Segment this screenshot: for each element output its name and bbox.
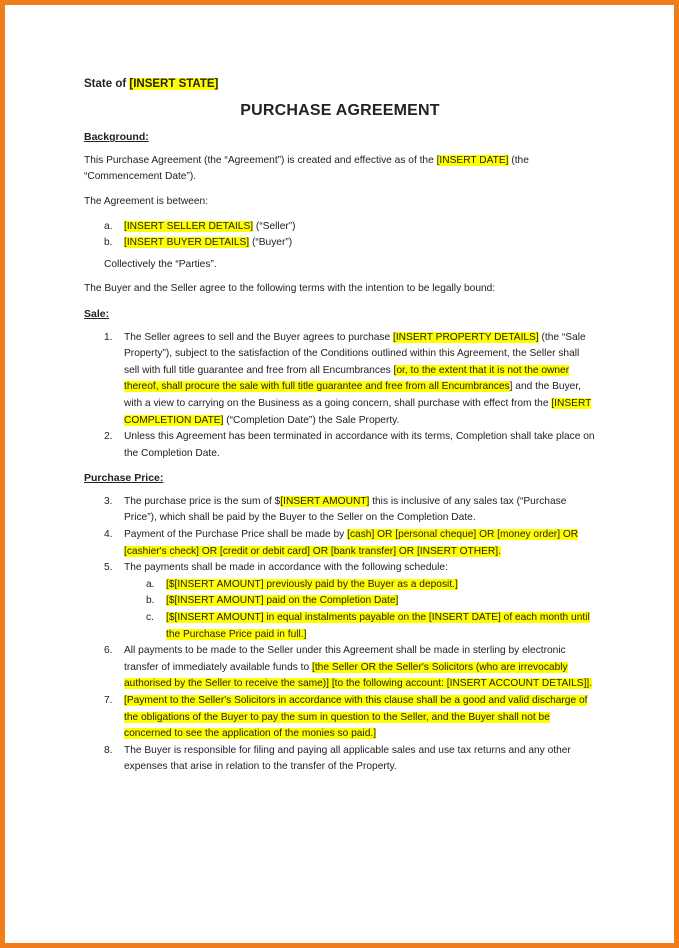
state-placeholder: [INSERT STATE] [129,78,219,90]
text: this is inclusive of any sales tax (“Purchase Price”), which shall be paid by the Buyer to the Seller on the Completion Date. [124,495,567,524]
text: (“Buyer”) [249,237,293,249]
text: The Buyer is responsible for filing and paying all applicable sales and use tax returns and any other expenses that arise in relation to the transfer of the Property. [124,744,571,773]
background-paragraph-2: The Agreement is between: [84,195,209,207]
clause-number: 8. [104,744,113,756]
list-item [84,219,596,236]
document-title: PURCHASE AGREEMENT [240,101,440,119]
document-body [84,76,596,776]
text: (the “Commencement Date”). [84,154,529,183]
clause-4 [84,527,596,560]
list-label: b. [104,237,113,249]
sale-heading: Sale: [84,307,110,320]
payee-options: [the Seller OR the Seller's Solicitors (who are irrevocably authorised by the Seller to receive the same)] [to the following account: [INSERT ACCOUNT DETAILS]]. [124,661,593,690]
collectively-line: Collectively the “Parties”. [104,258,217,270]
schedule-item [84,610,596,643]
clause-7 [84,693,596,743]
background-paragraph-3: The Buyer and the Seller agree to the following terms with the intention to be legally bound: [84,283,496,295]
list-item [84,235,596,252]
clause-1 [84,330,596,430]
clause-3 [84,494,596,527]
optional-clause: [or, to the extent that it is not the owner thereof, shall procure the sale with full title guarantee and free from all Encumbrances [124,364,570,393]
schedule-text: [$[INSERT AMOUNT] in equal instalments payable on the [INSERT DATE] of each month until the Purchase Price paid in full.] [166,612,590,640]
text: (“Seller”) [253,220,296,232]
state-line [84,76,596,93]
property-placeholder: [INSERT PROPERTY DETAILS] [393,331,539,343]
schedule-text: [$[INSERT AMOUNT] previously paid by the Buyer as a deposit.] [166,578,458,590]
seller-placeholder: [INSERT SELLER DETAILS] [124,220,254,232]
amount-placeholder: [INSERT AMOUNT] [280,495,370,507]
clause-number: 4. [104,529,113,541]
payment-method-options: [cash] OR [personal cheque] OR [money order] OR [cashier's check] OR [credit or debit card] OR [bank transfer] OR [INSERT OTHER]. [124,529,579,557]
clause-8 [84,743,596,776]
clause-5 [84,560,596,577]
clause-number: 1. [104,331,113,343]
list-label: a. [104,220,113,232]
state-label: State of [84,78,130,90]
text: The payments shall be made in accordance with the following schedule: [124,562,448,574]
clause-number: 2. [104,431,113,443]
clause-2 [84,429,596,462]
buyer-placeholder: [INSERT BUYER DETAILS] [124,237,250,249]
list-label: a. [146,578,155,590]
schedule-item [84,593,596,610]
list-label: b. [146,595,155,607]
text: The purchase price is the sum of $ [124,495,281,507]
background-paragraph-1 [84,153,596,186]
list-label: c. [146,612,154,624]
text: Payment of the Purchase Price shall be made by [124,529,348,541]
text: This Purchase Agreement (the “Agreement”) is created and effective as of the [84,154,437,166]
clause-number: 7. [104,695,113,706]
completion-date-placeholder: [INSERT COMPLETION DATE] [124,397,592,426]
schedule-item [84,577,596,594]
schedule-text: [$[INSERT AMOUNT] paid on the Completion Date] [166,595,399,607]
optional-clause: [Payment to the Seller's Solicitors in accordance with this clause shall be a good and valid discharge of the obligations of the Buyer to pay the sum in question to the Seller, and the Buyer shall not be concerned to see the application of the monies so paid.] [124,695,588,740]
text: ] and the Buyer, with a view to carrying on the Business as a going concern, shall purchase with effect from the [124,381,582,409]
clause-number: 3. [104,495,113,507]
background-heading: Background: [84,131,149,144]
clause-6 [84,643,596,693]
text: Unless this Agreement has been terminated in accordance with its terms, Completion shall take place on the Completion Date. [124,431,595,459]
clause-number: 5. [104,562,113,574]
text: The Seller agrees to sell and the Buyer agrees to purchase [124,331,393,343]
purchase-price-heading: Purchase Price: [84,472,164,485]
text: (“Completion Date”) the Sale Property. [223,414,400,426]
clause-number: 6. [104,645,113,657]
text: All payments to be made to the Seller under this Agreement shall be made in sterling by electronic transfer of immediately available funds to [124,645,566,673]
date-placeholder: [INSERT DATE] [436,154,509,166]
parties-list [84,219,596,252]
text: (the “Sale Property”), subject to the satisfaction of the Conditions outlined within this Agreement, the Seller shall sell with full title guarantee and free from all Encumbrances [124,331,586,376]
